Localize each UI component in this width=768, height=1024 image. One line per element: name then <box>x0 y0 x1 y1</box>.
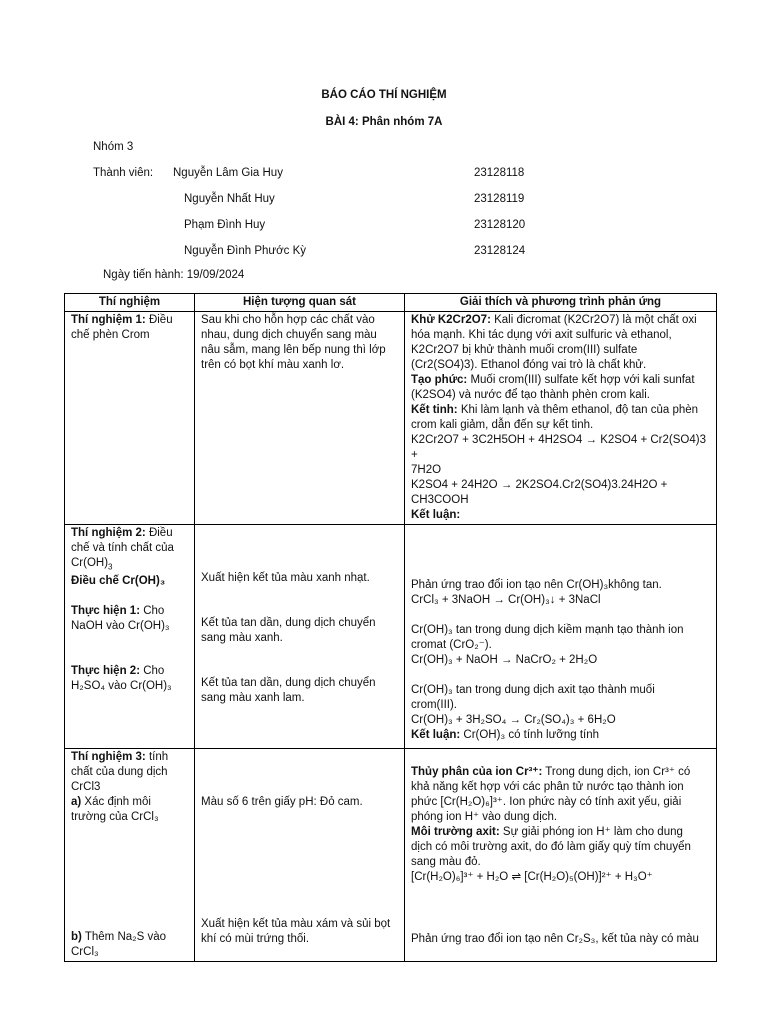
explanation-line: Kali đicromat (K2Cr2O7) là một chất oxi <box>490 314 697 326</box>
equation: Cr(OH)₃ + NaOH → NaCrO₂ + 2H₂O <box>411 654 598 666</box>
explanation-line: dịch có môi trường axit, do đó làm giấy quỳ tím chuyển <box>411 841 691 853</box>
explanation-line: khả năng kết hợp với các phân tử nước tạo thành ion <box>411 781 684 793</box>
report-subtitle: BÀI 4: Phân nhóm 7A <box>325 116 443 128</box>
step-text: Xác định môi <box>81 796 151 808</box>
observation-line: nhau, dung dịch chuyển sang màu <box>201 329 377 341</box>
explanation-line: (Cr2(SO4)3). Ethanol đóng vai trò là chất khử. <box>411 359 647 371</box>
section-heading: Kết tinh: <box>411 404 458 416</box>
equation: [Cr(H₂O)₆]³⁺ + H₂O ⇌ [Cr(H₂O)₅(OH)]²⁺ + H₃O⁺ <box>411 871 653 883</box>
experiment-text: tính <box>145 751 169 763</box>
members-label: Thành viên: <box>93 167 154 179</box>
explanation-line: crom kali giảm, dẫn đến sự kết tinh. <box>411 419 594 431</box>
member-id: 23128120 <box>474 219 526 231</box>
table-header-row <box>65 294 717 312</box>
column-header: Giải thích và phương trình phản ứng <box>405 294 717 312</box>
explanation-line: K2Cr2O7 bị khử thành muối crom(III) sulfate <box>411 344 638 356</box>
experiment-date: Ngày tiến hành: 19/09/2024 <box>103 269 245 281</box>
section-heading: Tạo phức: <box>411 374 468 386</box>
observation-cell <box>195 749 405 962</box>
member-name: Phạm Đình Huy <box>184 219 266 231</box>
experiment-label: Thí nghiệm 3: <box>71 751 146 763</box>
member-id: 23128119 <box>474 193 525 205</box>
explanation-cell <box>405 525 717 749</box>
experiment-text: Cr(OH) <box>71 557 109 569</box>
group-label: Nhóm 3 <box>93 141 134 153</box>
member-id: 23128118 <box>474 167 525 179</box>
member-name: Nguyễn Đình Phước Kỳ <box>184 245 306 257</box>
table-row <box>65 749 717 962</box>
explanation-line: Muối crom(III) sulfate kết hợp với kali sunfat <box>467 374 695 386</box>
conclusion-label: Kết luận: <box>411 729 461 741</box>
member-name: Nguyễn Nhất Huy <box>184 193 275 205</box>
observation-line: trên có bọt khí màu xanh lơ. <box>201 359 345 371</box>
conclusion-text: Cr(OH)₃ có tính lưỡng tính <box>460 729 600 741</box>
equation: K2SO4 + 24H2O → 2K2SO4.Cr2(SO4)3.24H2O + <box>411 479 668 491</box>
table-row <box>65 525 717 749</box>
observation-line: sang màu xanh lam. <box>201 692 305 704</box>
observation-line: Xuất hiện kết tủa màu xanh nhạt. <box>201 572 370 584</box>
column-header: Thí nghiệm <box>65 294 195 312</box>
experiment-text: CrCl3 <box>71 781 101 793</box>
explanation-line: Cr(OH)₃ tan trong dung dịch kiềm mạnh tạo thành ion <box>411 624 684 636</box>
section-heading: Khử K2Cr2O7: <box>411 314 491 326</box>
step-label: a) <box>71 796 82 808</box>
experiment-label: Thí nghiệm 1: <box>71 314 146 326</box>
explanation-cell <box>405 749 717 962</box>
experiment-text: chế và tính chất của <box>71 542 174 554</box>
observation-line: Màu số 6 trên giấy pH: Đỏ cam. <box>201 796 363 808</box>
explanation-line: hóa mạnh. Khi tác dụng với axit sulfuric và ethanol, <box>411 329 672 341</box>
step-label: Thực hiện 2: <box>71 665 141 678</box>
equation: 7H2O <box>411 464 442 476</box>
step-text: trường của CrCl₃ <box>71 811 159 823</box>
explanation-line: Phản ứng trao đổi ion tạo nên Cr(OH)₃không tan. <box>411 579 662 591</box>
explanation-line: cromat (CrO₂⁻). <box>411 639 492 651</box>
member-id: 23128124 <box>474 245 526 257</box>
report-title: BÁO CÁO THÍ NGHIỆM <box>321 89 447 101</box>
equation: CrCl₃ + 3NaOH → Cr(OH)₃↓ + 3NaCl <box>411 594 601 606</box>
equation: K2Cr2O7 + 3C2H5OH + 4H2SO4 → K2SO4 + Cr2(SO4)3 + <box>411 434 706 461</box>
experiment-text: chế phèn Crom <box>71 329 150 341</box>
explanation-line: Cr(OH)₃ tan trong dung dịch axit tạo thành muối <box>411 684 655 696</box>
observation-line: Kết tủa tan dần, dung dịch chuyển <box>201 677 376 689</box>
observation-line: Kết tủa tan dần, dung dịch chuyển <box>201 617 376 629</box>
experiment-text: Điều <box>145 314 173 326</box>
step-text: Thêm Na₂S vào <box>81 931 167 943</box>
explanation-cell <box>405 312 717 525</box>
explanation-line: phức [Cr(H₂O)₆]³⁺. Ion phức này có tính axit yếu, giải <box>411 796 682 808</box>
table-row <box>65 312 717 525</box>
explanation-line: Trong dung dịch, ion Cr³⁺ có <box>542 766 691 778</box>
observation-cell <box>195 525 405 749</box>
explanation-line: Khi làm lạnh và thêm ethanol, độ tan của phèn <box>457 404 699 416</box>
step-label: b) <box>71 931 82 943</box>
explanation-line: crom(III). <box>411 699 457 711</box>
experiment-label: Thí nghiệm 2: <box>71 527 146 539</box>
observation-line: khí có mùi trứng thối. <box>201 933 310 945</box>
member-name: Nguyễn Lâm Gia Huy <box>173 167 283 179</box>
step-text: CrCl₃ <box>71 946 99 958</box>
subsection-heading: Điều chế Cr(OH)₃ <box>71 575 166 588</box>
observation-line: Xuất hiện kết tủa màu xám và sủi bọt <box>201 918 391 930</box>
explanation-line: Sự giải phóng ion H⁺ làm cho dung <box>499 826 683 838</box>
observation-cell <box>195 312 405 525</box>
step-label: Thực hiện 1: <box>71 605 141 618</box>
step-text: NaOH vào Cr(OH)₃ <box>71 620 170 633</box>
subscript: 3 <box>108 562 113 572</box>
conclusion-label: Kết luận: <box>411 509 461 521</box>
results-table <box>64 293 717 962</box>
equation: Cr(OH)₃ + 3H₂SO₄ → Cr₂(SO₄)₃ + 6H₂O <box>411 714 616 726</box>
equation: CH3COOH <box>411 494 469 506</box>
step-text: Cho <box>140 605 165 618</box>
step-text: Cho <box>140 665 165 678</box>
column-header: Hiện tượng quan sát <box>195 294 405 312</box>
experiment-text: chất của dung dịch <box>71 766 168 778</box>
section-heading: Thủy phân của ion Cr³⁺: <box>411 766 543 778</box>
experiment-cell <box>65 749 195 962</box>
section-heading: Môi trường axit: <box>411 826 500 838</box>
experiment-text: Điều <box>145 527 173 539</box>
experiment-cell <box>65 312 195 525</box>
observation-line: nâu sẫm, mang lên bếp nung thì lớp <box>201 344 386 356</box>
explanation-line: Phản ứng trao đổi ion tạo nên Cr₂S₃, kết tủa này có màu <box>411 933 699 945</box>
explanation-line: (K2SO4) và nước để tạo thành phèn crom kali. <box>411 389 650 401</box>
experiment-cell <box>65 525 195 749</box>
observation-line: Sau khi cho hỗn hợp các chất vào <box>201 314 375 326</box>
step-text: H₂SO₄ vào Cr(OH)₃ <box>71 680 172 693</box>
observation-line: sang màu xanh. <box>201 632 283 644</box>
explanation-line: phóng ion H⁺ vào dung dịch. <box>411 811 558 823</box>
explanation-line: sang màu đỏ. <box>411 856 481 868</box>
